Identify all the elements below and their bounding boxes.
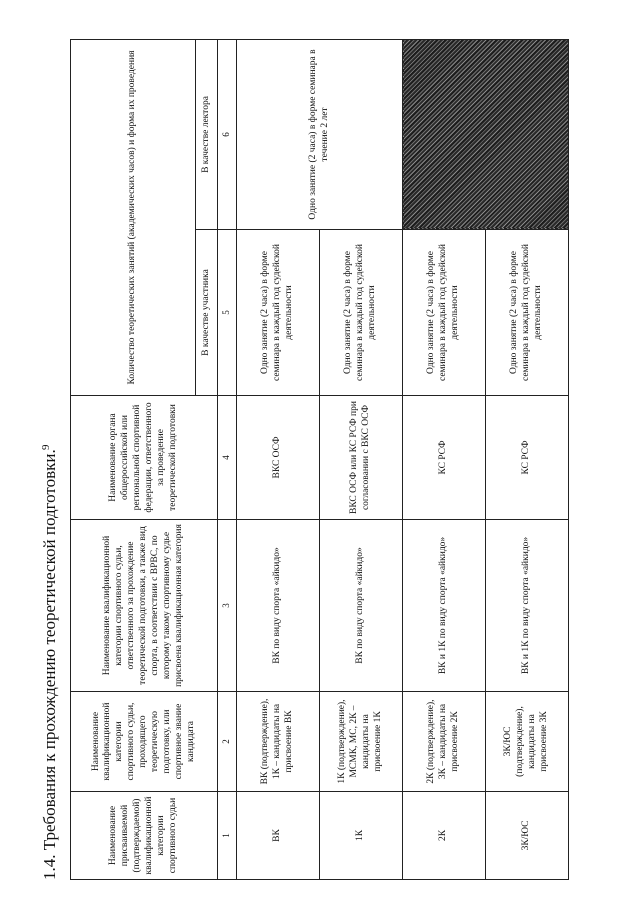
column-number: 5 (218, 230, 237, 396)
participant-cell: Одно занятие (2 часа) в форме семинара в каждый год судейской деятельности (403, 230, 486, 396)
responsible-cell: ВК и 1К по виду спорта «айкидо» (403, 520, 486, 692)
header-responsible-category: Наименование квалификационной категории спортивного судьи, ответственного за прохождение теоретической подготовки, а также вид спорта, в соответствии с ВРВС, по которому такому спортивному судье присвоена квалификационная категория (71, 520, 218, 692)
category-cell: ВК (237, 792, 320, 880)
category-cell: 1К (320, 792, 403, 880)
responsible-cell: ВК по виду спорта «айкидо» (237, 520, 320, 692)
requirements-table (70, 39, 569, 880)
column-number: 2 (218, 692, 237, 792)
header-organizing-body: Наименование органа общероссийской или региональной спортивной федерации, ответственного за проведение теоретической подготовки (71, 396, 218, 520)
participant-cell: Одно занятие (2 часа) в форме семинара в каждый год судейской деятельности (237, 230, 320, 396)
page-number: 9 (40, 444, 52, 450)
header-theory-count: Количество теоретических занятий (академических часов) и форма их проведения (71, 40, 196, 396)
header-candidate-category: Наименование квалификационной категории спортивного судьи, проходящего теоретическую подготовку, или спортивное звание кандидата (71, 692, 218, 792)
column-number-row (218, 40, 237, 880)
body-cell: КС РСФ (403, 396, 486, 520)
table-row (237, 40, 320, 880)
candidate-cell: 1К (подтверждение), МСМК, МС, 2К – кандидаты на присвоение 1К (320, 692, 403, 792)
body-cell: ВКС ОСФ (237, 396, 320, 520)
header-row (71, 40, 196, 880)
category-cell: 2К (403, 792, 486, 880)
responsible-cell: ВК и 1К по виду спорта «айкидо» (486, 520, 569, 692)
header-as-lecturer: В качестве лектора (196, 40, 218, 230)
lecturer-cell: Одно занятие (2 часа) в форме семинара в течение 2 лет (237, 40, 403, 230)
section-title: 1.4. Требования к прохождению теоретической подготовки. (40, 449, 59, 880)
column-number: 4 (218, 396, 237, 520)
column-number: 1 (218, 792, 237, 880)
shaded-cell (403, 40, 569, 230)
candidate-cell: ВК (подтверждение), 1К – кандидаты на присвоение ВК (237, 692, 320, 792)
participant-cell: Одно занятие (2 часа) в форме семинара в каждый год судейской деятельности (486, 230, 569, 396)
responsible-cell: ВК по виду спорта «айкидо» (320, 520, 403, 692)
candidate-cell: 3К/ЮС (подтверждение), кандидаты на присвоение 3К (486, 692, 569, 792)
rotated-page-content (40, 40, 600, 880)
candidate-cell: 2К (подтверждение), 3К – кандидаты на присвоение 2К (403, 692, 486, 792)
column-number: 3 (218, 520, 237, 692)
body-cell: КС РСФ (486, 396, 569, 520)
category-cell: 3К/ЮС (486, 792, 569, 880)
participant-cell: Одно занятие (2 часа) в форме семинара в каждый год судейской деятельности (320, 230, 403, 396)
body-cell: ВКС ОСФ или КС РСФ при согласовании с ВКС ОСФ (320, 396, 403, 520)
table-row (403, 40, 486, 880)
header-as-participant: В качестве участника (196, 230, 218, 396)
column-number: 6 (218, 40, 237, 230)
header-category: Наименование присваиваемой (подтверждаемой) квалификационной категории спортивного судьи (71, 792, 218, 880)
